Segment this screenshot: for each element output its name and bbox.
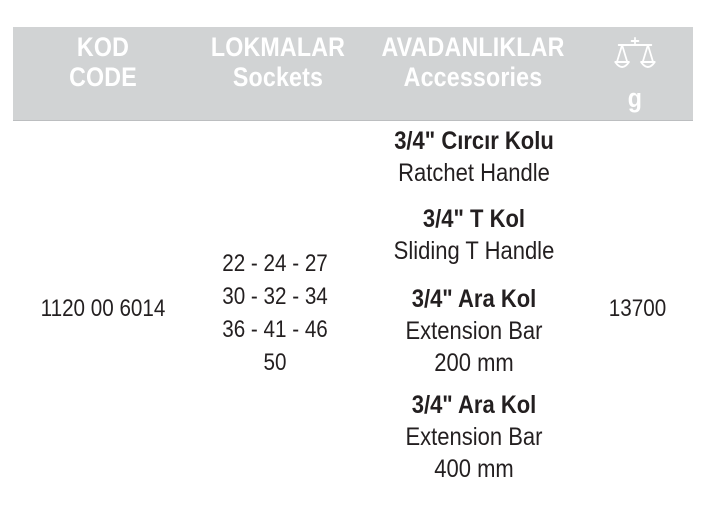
sockets-list (215, 247, 335, 379)
accessory-name-en: Extension Bar (405, 317, 543, 345)
header-code-en: CODE (69, 61, 137, 92)
header-divider (13, 120, 693, 121)
sockets-line: 30 - 32 - 34 (222, 283, 328, 310)
header-accessories-tr: AVADANLIKLAR (381, 31, 565, 62)
accessory-size: 400 mm (434, 455, 514, 483)
accessory-name-tr: 3/4" Ara Kol (411, 391, 537, 419)
accessory-extension-400 (364, 389, 584, 485)
header-accessories (381, 15, 565, 108)
sockets-line: 36 - 41 - 46 (222, 316, 328, 343)
header-code (60, 15, 146, 108)
accessory-name-tr: 3/4" T Kol (422, 205, 526, 233)
balance-scale-icon (614, 35, 657, 75)
accessory-name-en: Ratchet Handle (398, 159, 550, 187)
sockets-line: 50 (263, 349, 287, 376)
accessory-name-tr: 3/4" Ara Kol (411, 285, 537, 313)
header-sockets-en: Sockets (232, 61, 324, 92)
sockets-line: 22 - 24 - 27 (222, 250, 328, 277)
header-code-tr: KOD (76, 31, 130, 62)
table-header (13, 27, 693, 120)
accessory-t-handle (364, 203, 584, 267)
header-sockets (210, 15, 346, 108)
accessory-size: 200 mm (434, 349, 514, 377)
accessory-extension-200 (364, 283, 584, 379)
accessory-name-en: Sliding T Handle (393, 237, 555, 265)
header-weight (609, 27, 661, 120)
product-code: 1120 00 6014 (40, 295, 166, 322)
accessory-name-tr: 3/4" Cırcır Kolu (394, 127, 554, 155)
weight-unit: g (627, 82, 643, 113)
header-accessories-en: Accessories (403, 61, 543, 92)
accessory-ratchet-handle (364, 125, 584, 189)
product-weight: 13700 (608, 295, 667, 322)
accessory-name-en: Extension Bar (405, 423, 543, 451)
header-sockets-tr: LOKMALAR (210, 31, 346, 62)
